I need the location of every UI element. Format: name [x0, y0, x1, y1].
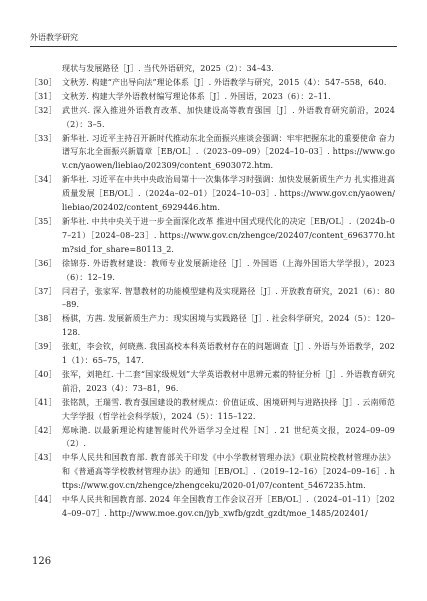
reference-entry — [30, 368, 395, 396]
header-rule — [30, 46, 397, 47]
reference-number: ［30］ — [30, 77, 57, 87]
reference-entry — [30, 132, 395, 174]
reference-list — [30, 62, 395, 521]
reference-text: 武世兴. 深入推进外语教育改革、加快建设高等教育强国［J］. 外语教育研究前沿，2024（2）：3–5. — [62, 105, 395, 129]
reference-text: 张铭凯，王瑞雪. 教育强国建设的教材规点：价值证成、困境研判与进路抉择［J］. 云南师范大学学报（哲学社会科学版），2024（5）：115–122. — [62, 397, 395, 421]
reference-text: 新华社. 习近平主持召开新时代推动东北全面振兴座谈会强调：牢牢把握东北的重要使命 奋力谱写东北全面振兴新篇章［EB/OL］.（2023–09–09）［2024–10–03］. https://www.gov.cn/yaowen/liebiao/202309/content_6903072.htm. — [62, 133, 395, 171]
reference-text: 文秋芳. 构建大学外语教材编写理论体系［J］. 外国语，2023（6）：2–11. — [62, 91, 331, 101]
reference-text: 新华社. 中共中央关于进一步全面深化改革 推进中国式现代化的决定［EB/OL］.（2024b–07–21）［2024–08–23］. https://www.gov.cn/zhengce/202407/content_6963770.htm?sid_for_share=80113_2. — [62, 216, 395, 254]
reference-number: ［42］ — [30, 425, 57, 435]
reference-number: ［37］ — [30, 286, 57, 296]
reference-text: 张虹，李会钦，何晓燕. 我国高校本科英语教材存在的问题调查［J］. 外语与外语教学，2021（1）：65–75，147. — [62, 342, 395, 366]
reference-entry — [30, 312, 395, 340]
reference-number: ［31］ — [30, 91, 57, 101]
reference-entry — [30, 424, 395, 452]
reference-text: 闫君子，张家军. 智慧教材的功能模型建构及实现路径［J］. 开放教育研究，2021（6）：80–89. — [62, 286, 395, 310]
reference-number: ［33］ — [30, 133, 57, 143]
reference-entry — [30, 90, 395, 104]
reference-text: 现状与发展路径［J］. 当代外语研究，2025（2）：34–43. — [62, 64, 274, 73]
reference-text: 张军，刘艳红. 十二套“国家级规划”大学英语教材中思辨元素的特征分析［J］. 外语教育研究前沿，2023（4）：73–81，96. — [62, 369, 395, 393]
reference-number: ［35］ — [30, 216, 57, 226]
reference-text: 中华人民共和国教育部. 2024 年全国教育工作会议召开［EB/OL］.（2024–01–11）［2024–09–07］. http://www.moe.gov.cn/jyb_xwfb/gzdt_gzdt/moe_1485/202401/ — [62, 495, 395, 518]
reference-text: 新华社. 习近平在中共中央政治局第十一次集体学习时强调：加快发展新质生产力 扎实推进高质量发展［EB/OL］.（2024a–02–01）［2024–10–03］. https://www.gov.cn/yaowen/liebiao/202402/content_6929446.htm. — [62, 175, 395, 213]
reference-text: 郑咏滟. 以最新理论构建智能时代外语学习全过程［N］. 21 世纪英文报，2024–09–09（2）. — [62, 425, 395, 449]
reference-entry — [30, 451, 395, 493]
reference-text: 徐锦芬. 外语教材建设：教师专业发展新途径［J］. 外国语（上海外国语大学学报），2023（6）：12–19. — [62, 258, 395, 282]
reference-number: ［39］ — [30, 342, 57, 352]
reference-entry — [30, 285, 395, 313]
reference-entry — [30, 104, 395, 132]
reference-number: ［43］ — [30, 453, 57, 463]
reference-text: 中华人民共和国教育部. 教育部关于印发《中小学教材管理办法》《职业院校教材管理办法》和《普通高等学校教材管理办法》的通知［EB/OL］.（2019–12–16）［2024–09–16］. https://www.gov.cn/zhengce/zhengceku/2020-01/07/content_5467235.htm. — [62, 453, 395, 491]
reference-text: 杨骐，方茜. 发展新质生产力：现实困境与实践路径［J］. 社会科学研究，2024（5）：120–128. — [62, 314, 395, 338]
reference-number: ［34］ — [30, 175, 57, 185]
reference-number: ［40］ — [30, 369, 57, 379]
reference-entry — [30, 257, 395, 285]
reference-entry — [30, 493, 395, 521]
reference-entry — [30, 62, 395, 76]
reference-entry — [30, 215, 395, 257]
reference-number: ［36］ — [30, 258, 57, 268]
reference-number: ［38］ — [30, 314, 57, 324]
reference-entry — [30, 76, 395, 90]
running-title: 外语教学研究 — [30, 33, 78, 42]
reference-text: 文秋芳. 构建“产出导向法”理论体系［J］. 外语教学与研究，2015（4）：547–558，640. — [62, 77, 387, 87]
reference-entry — [30, 173, 395, 215]
reference-entry — [30, 340, 395, 368]
reference-entry — [30, 396, 395, 424]
reference-number: ［32］ — [30, 105, 57, 115]
reference-number: ［44］ — [30, 495, 57, 505]
reference-number: ［41］ — [30, 397, 57, 407]
page-number: 126 — [32, 556, 52, 567]
reference-number — [30, 62, 62, 76]
